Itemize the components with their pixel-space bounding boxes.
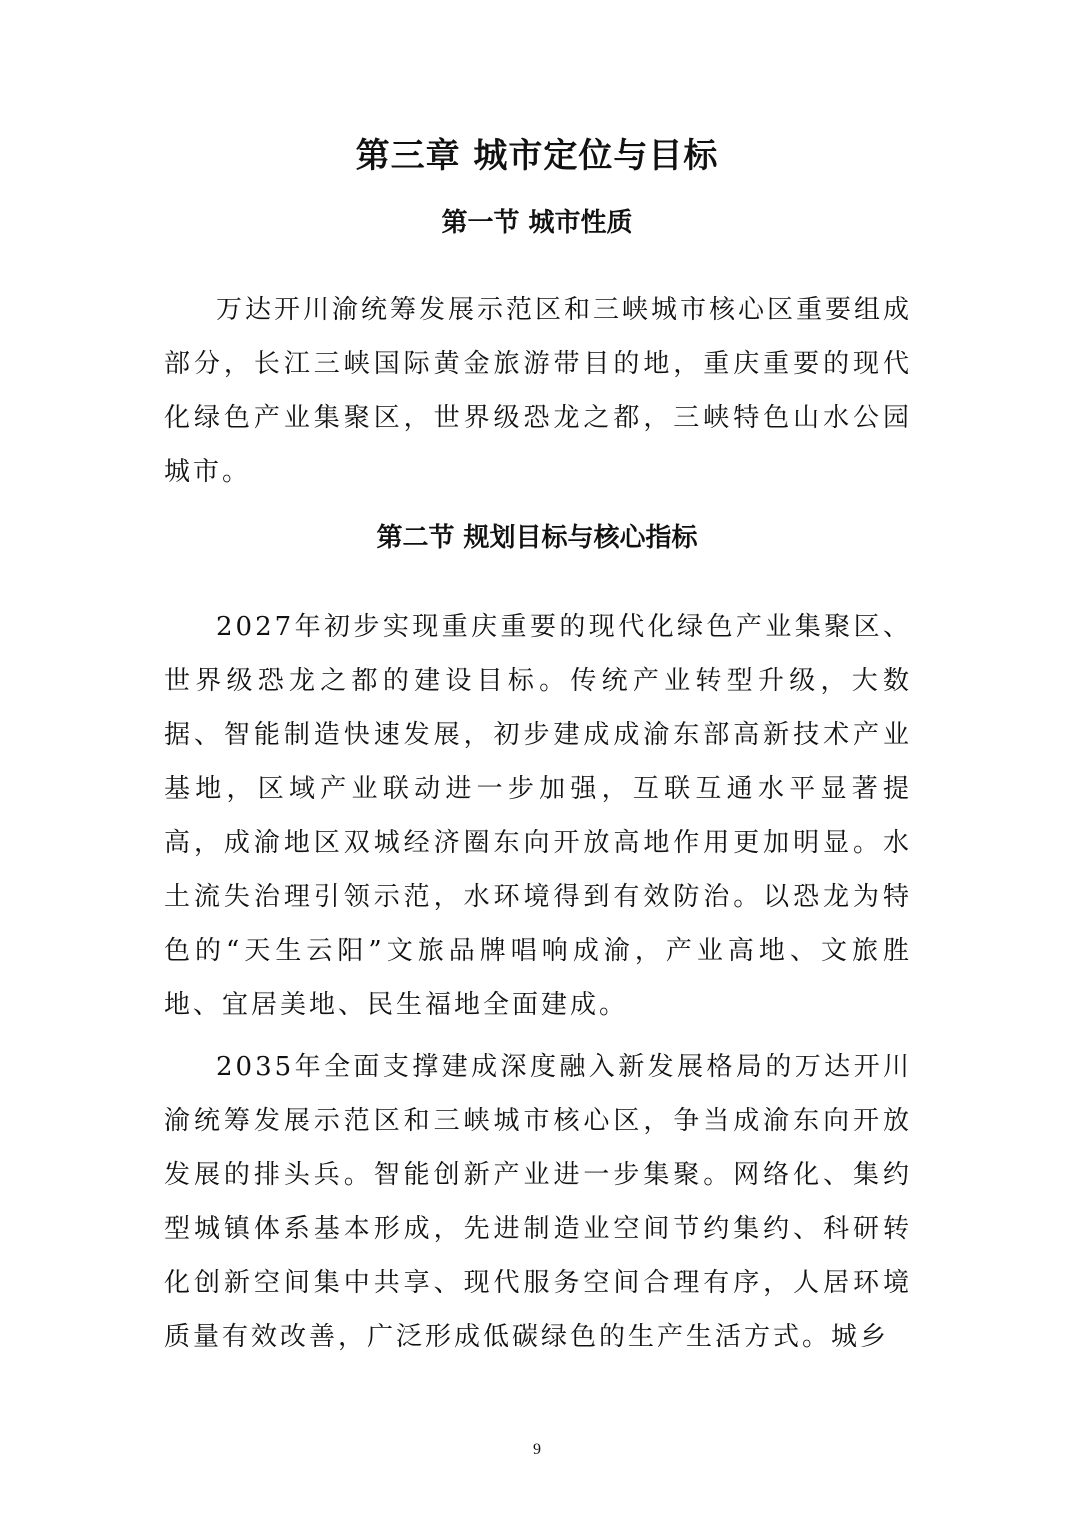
section-title-city-nature: 第一节 城市性质 xyxy=(441,208,633,238)
paragraph-goals-2027: 2027年初步实现重庆重要的现代化绿色产业集聚区、世界级恐龙之都的建设目标。传统产业转型升级，大数据、智能制造快速发展，初步建成成渝东部高新技术产业基地，区域产业联动进一步加强，互联互通水平显著提高，成渝地区双城经济圈东向开放高地作用更加明显。水土流失治理引领示范，水环境得到有效防治。以恐龙为特色的“天生云阳”文旅品牌唱响成渝，产业高地、文旅胜地、宜居美地、民生福地全面建成。 xyxy=(164,612,912,1020)
page-number: 9 xyxy=(533,1441,541,1458)
paragraph-city-nature: 万达开川渝统筹发展示范区和三峡城市核心区重要组成部分，长江三峡国际黄金旅游带目的地，重庆重要的现代化绿色产业集聚区，世界级恐龙之都，三峡特色山水公园城市。 xyxy=(164,295,913,487)
paragraph-goals-2035: 2035年全面支撑建成深度融入新发展格局的万达开川渝统筹发展示范区和三峡城市核心区，争当成渝东向开放发展的排头兵。智能创新产业进一步集聚。网络化、集约型城镇体系基本形成，先进制造业空间节约集约、科研转化创新空间集中共享、现代服务空间合理有序，人居环境质量有效改善，广泛形成低碳绿色的生产生活方式。城乡 xyxy=(164,1052,912,1352)
chapter-title: 第三章 城市定位与目标 xyxy=(355,136,719,176)
section-title-planning-goals: 第二节 规划目标与核心指标 xyxy=(376,523,698,553)
